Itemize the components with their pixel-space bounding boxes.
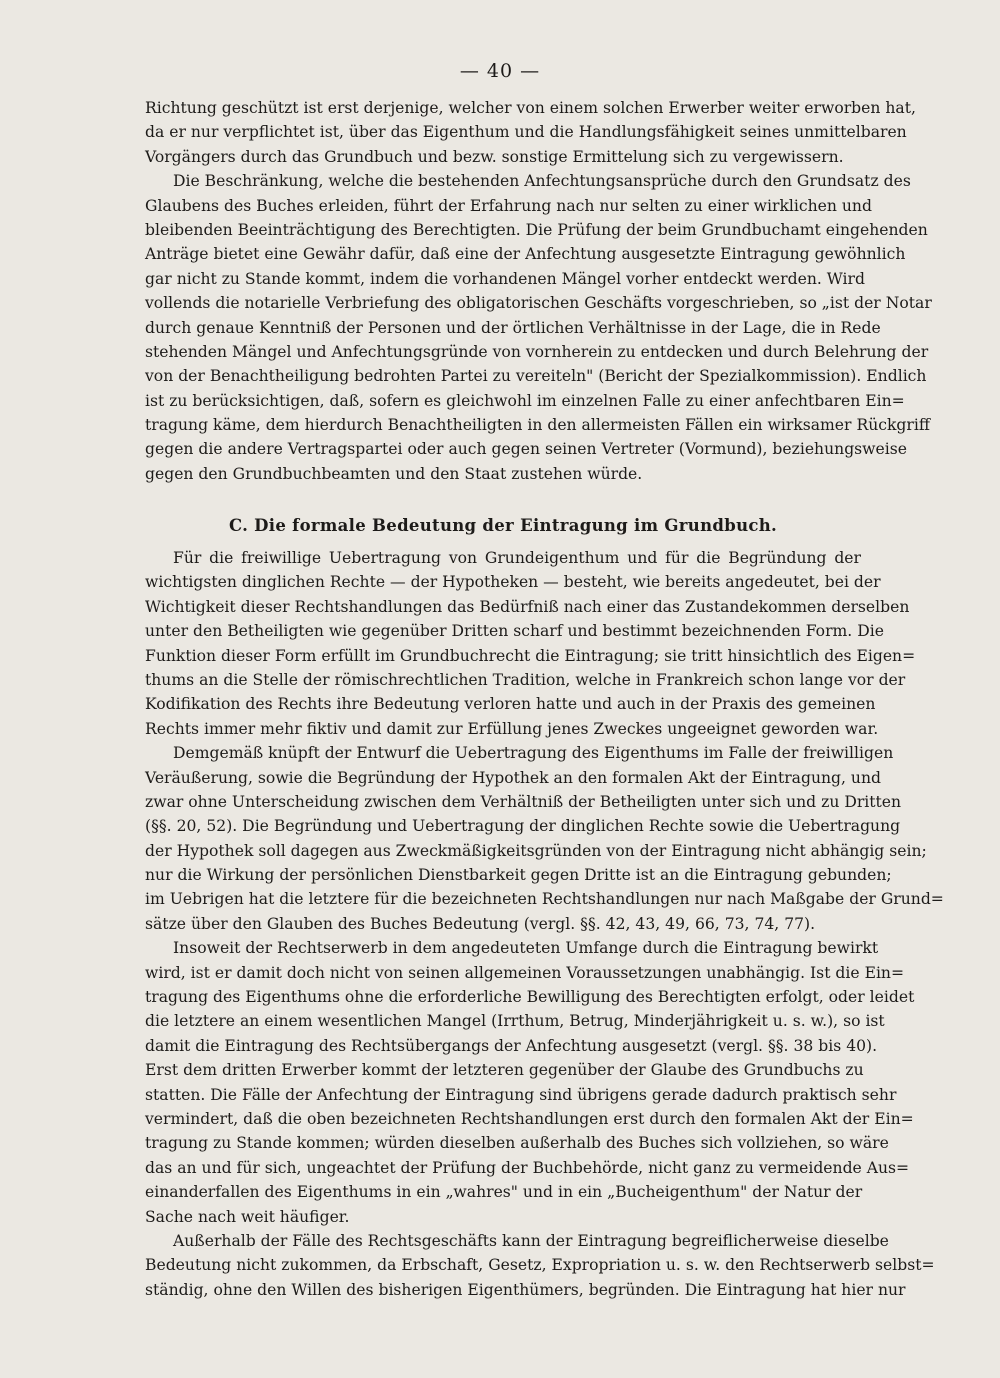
text-line: der Hypothek soll dagegen aus Zweckmäßigkeitsgründen von der Eintragung nicht abhängig sein;: [145, 841, 927, 860]
text-line: ständig, ohne den Willen des bisherigen Eigenthümers, begründen. Die Eintragung hat hier nur: [145, 1280, 906, 1299]
text-line: statten. Die Fälle der Anfechtung der Eintragung sind übrigens gerade dadurch praktisch sehr: [145, 1085, 897, 1104]
text-line: Funktion dieser Form erfüllt im Grundbuchrecht die Eintragung; sie tritt hinsichtlich des Eigen=: [145, 646, 916, 665]
text-line: Für die freiwillige Uebertragung von Grundeigenthum und für die Begründung der: [173, 549, 861, 567]
text-line: da er nur verpflichtet ist, über das Eigenthum und die Handlungsfähigkeit seines unmittelbaren: [145, 123, 907, 142]
text-line: gegen die andere Vertragspartei oder auch gegen seinen Vertreter (Vormund), beziehungsweise: [145, 440, 907, 459]
text-line: vollends die notarielle Verbriefung des obligatorischen Geschäfts vorgeschrieben, so „ist der Notar: [145, 294, 932, 313]
text-line: thums an die Stelle der römischrechtlichen Tradition, welche in Frankreich schon lange vor der: [145, 670, 906, 689]
text-line: wichtigsten dinglichen Rechte — der Hypotheken — besteht, wie bereits angedeutet, bei der: [145, 573, 881, 592]
text-line: ist zu berücksichtigen, daß, sofern es gleichwohl im einzelnen Falle zu einer anfechtbaren Ein=: [145, 391, 905, 410]
text-line: Richtung geschützt ist erst derjenige, welcher von einem solchen Erwerber weiter erworben hat,: [145, 99, 916, 117]
text-line: durch genaue Kenntniß der Personen und der örtlichen Verhältnisse in der Lage, die in Rede: [145, 318, 881, 337]
text-line: von der Benachtheiligung bedrohten Partei zu vereiteln" (Bericht der Spezialkommission). Endlich: [145, 367, 927, 386]
text-line: das an und für sich, ungeachtet der Prüfung der Buchbehörde, nicht ganz zu vermeidende Aus=: [145, 1158, 910, 1177]
text-line: damit die Eintragung des Rechtsübergangs der Anfechtung ausgesetzt (vergl. §§. 38 bis 40).: [145, 1036, 878, 1055]
text-line: Außerhalb der Fälle des Rechtsgeschäfts kann der Eintragung begreiflicherweise dieselbe: [173, 1231, 889, 1250]
text-block-main: [145, 546, 944, 1302]
text-line: zwar ohne Unterscheidung zwischen dem Verhältniß der Betheiligten unter sich und zu Dritten: [145, 792, 902, 811]
text-line: tragung käme, dem hierdurch Benachtheiligten in den allermeisten Fällen ein wirksamer Rückgriff: [145, 416, 930, 435]
text-line: gar nicht zu Stande kommt, indem die vorhandenen Mängel vorher entdeckt werden. Wird: [145, 269, 865, 288]
text-line: Rechts immer mehr fiktiv und damit zur Erfüllung jenes Zweckes ungeeignet geworden war.: [145, 719, 879, 738]
text-line: Vorgängers durch das Grundbuch und bezw. sonstige Ermittelung sich zu vergewissern.: [145, 147, 844, 166]
text-line: tragung zu Stande kommen; würden dieselben außerhalb des Buches sich vollziehen, so wäre: [145, 1134, 889, 1153]
text-line: nur die Wirkung der persönlichen Dienstbarkeit gegen Dritte ist an die Eintragung gebunden;: [145, 866, 892, 885]
text-line: Glaubens des Buches erleiden, führt der Erfahrung nach nur selten zu einer wirklichen und: [145, 196, 872, 215]
text-line: einanderfallen des Eigenthums in ein „wahres" und in ein „Bucheigenthum" der Natur der: [145, 1183, 863, 1202]
text-line: Veräußerung, sowie die Begründung der Hypothek an den formalen Akt der Eintragung, und: [145, 768, 881, 787]
text-line: sätze über den Glauben des Buches Bedeutung (vergl. §§. 42, 43, 49, 66, 73, 74, 77).: [145, 914, 816, 933]
text-line: Bedeutung nicht zukommen, da Erbschaft, Gesetz, Expropriation u. s. w. den Rechtserwerb selbst=: [145, 1256, 935, 1275]
text-line: tragung des Eigenthums ohne die erforderliche Bewilligung des Berechtigten erfolgt, oder leidet: [145, 988, 915, 1007]
text-line: gegen den Grundbuchbeamten und den Staat zustehen würde.: [145, 464, 643, 483]
text-line: die letztere an einem wesentlichen Mangel (Irrthum, Betrug, Minderjährigkeit u. s. w.), so ist: [145, 1012, 885, 1031]
text-line: Wichtigkeit dieser Rechtshandlungen das Bedürfniß nach einer das Zustandekommen derselben: [145, 597, 910, 616]
text-line: bleibenden Beeinträchtigung des Berechtigten. Die Prüfung der beim Grundbuchamt eingehenden: [145, 220, 928, 239]
text-line: (§§. 20, 52). Die Begründung und Uebertragung der dinglichen Rechte sowie die Uebertragung: [145, 817, 901, 836]
text-line: im Uebrigen hat die letztere für die bezeichneten Rechtshandlungen nur nach Maßgabe der Grund=: [145, 890, 944, 909]
text-line: wird, ist er damit doch nicht von seinen allgemeinen Voraussetzungen unabhängig. Ist die Ein=: [145, 963, 905, 982]
text-line: unter den Betheiligten wie gegenüber Dritten scharf und bestimmt bezeichnenden Form. Die: [145, 622, 884, 641]
text-line: vermindert, daß die oben bezeichneten Rechtshandlungen erst durch den formalen Akt der Ein=: [145, 1109, 914, 1128]
text-line: stehenden Mängel und Anfechtungsgründe von vornherein zu entdecken und durch Belehrung der: [145, 342, 929, 361]
text-line: Demgemäß knüpft der Entwurf die Uebertragung des Eigenthums im Falle der freiwilligen: [173, 744, 894, 763]
text-line: Die Beschränkung, welche die bestehenden Anfechtungsansprüche durch den Grundsatz des: [173, 172, 911, 191]
text-line: Anträge bietet eine Gewähr dafür, daß eine der Anfechtung ausgesetzte Eintragung gewöhnlich: [145, 245, 906, 264]
text-line: Sache nach weit häufiger.: [145, 1207, 350, 1226]
text-block-top: [145, 96, 932, 486]
section-heading: C. Die formale Bedeutung der Eintragung im Grundbuch.: [228, 516, 778, 535]
page-number: — 40 —: [459, 60, 541, 82]
text-line: Insoweit der Rechtserwerb in dem angedeuteten Umfange durch die Eintragung bewirkt: [173, 939, 879, 958]
text-line: Erst dem dritten Erwerber kommt der letzteren gegenüber der Glaube des Grundbuchs zu: [145, 1061, 864, 1080]
text-line: Kodifikation des Rechts ihre Bedeutung verloren hatte und auch in der Praxis des gemeinen: [145, 695, 876, 714]
